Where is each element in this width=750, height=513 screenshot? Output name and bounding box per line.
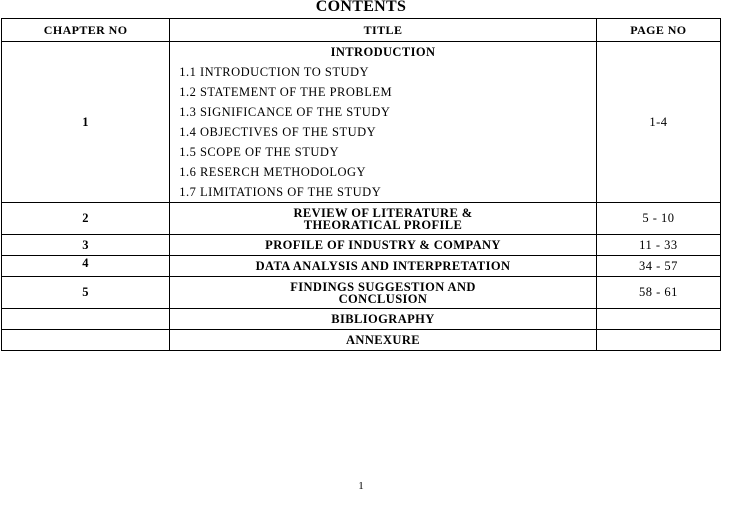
header-title: TITLE [170, 19, 597, 42]
chapter-number: 1 [2, 42, 170, 203]
chapter-title: BIBLIOGRAPHY [170, 309, 597, 330]
page-range: 1-4 [596, 42, 720, 203]
header-chapter-no: CHAPTER NO [2, 19, 170, 42]
section-list [170, 42, 596, 202]
chapter-number: 5 [2, 277, 170, 309]
header-page-no: PAGE NO [596, 19, 720, 42]
section-item: 1.1 INTRODUCTION TO STUDY [179, 65, 370, 79]
chapter-number: 4 [2, 256, 170, 277]
chapter-title-line: CONCLUSION [338, 291, 428, 306]
contents-table [1, 18, 721, 351]
section-item: 1.3 SIGNIFICANCE OF THE STUDY [179, 105, 391, 119]
table-header-row [2, 19, 721, 42]
chapter-number [2, 330, 170, 351]
chapter-title: ANNEXURE [170, 330, 597, 351]
chapter-title-cell [170, 42, 597, 203]
page-range [596, 330, 720, 351]
table-row [2, 277, 721, 309]
section-item: 1.4 OBJECTIVES OF THE STUDY [179, 125, 377, 139]
page-range: 11 - 33 [596, 235, 720, 256]
table-row [2, 330, 721, 351]
section-item: 1.7 LIMITATIONS OF THE STUDY [179, 185, 382, 199]
section-item: 1.2 STATEMENT OF THE PROBLEM [179, 85, 393, 99]
table-row [2, 256, 721, 277]
chapter-title-line: REVIEW OF LITERATURE & [293, 205, 473, 220]
chapter-number [2, 309, 170, 330]
chapter-title: DATA ANALYSIS AND INTERPRETATION [170, 256, 597, 277]
page-range: 34 - 57 [596, 256, 720, 277]
section-item: 1.6 RESERCH METHODOLOGY [179, 165, 367, 179]
page-title: CONTENTS [315, 0, 407, 15]
page-number: 1 [358, 480, 364, 492]
section-item: 1.5 SCOPE OF THE STUDY [179, 145, 339, 159]
table-row [2, 235, 721, 256]
table-row [2, 203, 721, 235]
table-row [2, 42, 721, 203]
chapter-title: PROFILE OF INDUSTRY & COMPANY [170, 235, 597, 256]
chapter-title: INTRODUCTION [330, 45, 436, 59]
page-range [596, 309, 720, 330]
chapter-title-line: THEORATICAL PROFILE [303, 217, 463, 232]
page-range: 5 - 10 [596, 203, 720, 235]
chapter-title-line: FINDINGS SUGGESTION AND [290, 279, 476, 294]
chapter-number: 3 [2, 235, 170, 256]
chapter-title [170, 203, 597, 235]
page-range: 58 - 61 [596, 277, 720, 309]
chapter-number: 2 [2, 203, 170, 235]
table-row [2, 309, 721, 330]
chapter-title [170, 277, 597, 309]
